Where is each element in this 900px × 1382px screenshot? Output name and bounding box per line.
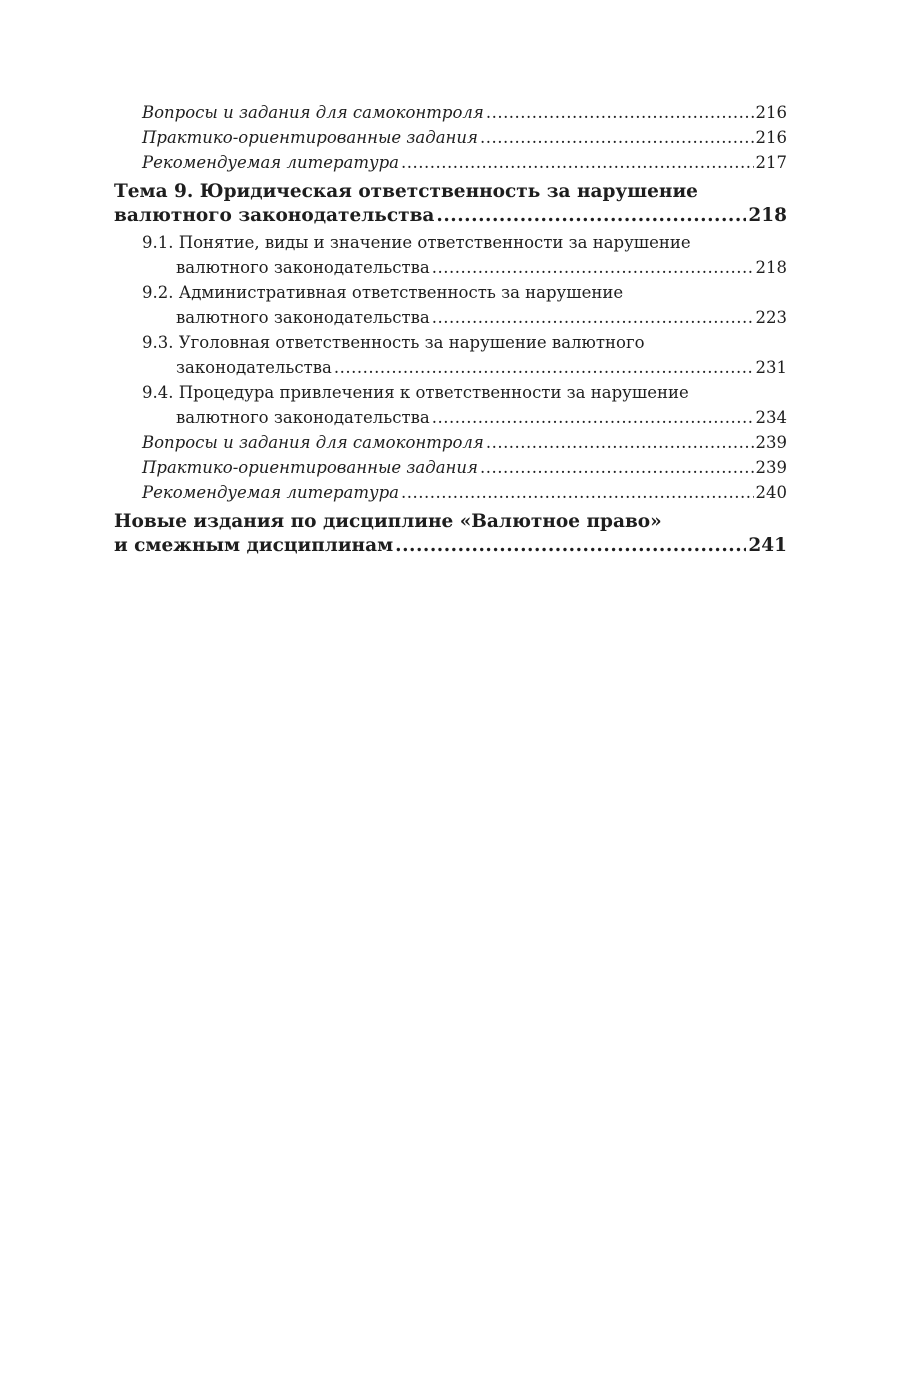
toc-leader-dots bbox=[486, 430, 754, 455]
toc-entry-title: Рекомендуемая литература bbox=[142, 483, 400, 502]
toc-chapter-title-line1: Тема 9. Юридическая ответственность за нарушение bbox=[114, 181, 698, 202]
toc-page-number: 216 bbox=[755, 128, 787, 147]
toc-page-number: 234 bbox=[755, 408, 787, 427]
toc-entry-practical-tasks[interactable] bbox=[114, 125, 787, 150]
toc-page-number: 240 bbox=[755, 483, 787, 502]
toc-page-number: 218 bbox=[755, 258, 787, 277]
toc-section-title-line2: валютного законодательства bbox=[176, 308, 430, 327]
toc-section-title-line2: валютного законодательства bbox=[176, 408, 430, 427]
toc-page-number: 223 bbox=[755, 308, 787, 327]
toc-section-title-line1: 9.4. Процедура привлечения к ответственности за нарушение bbox=[142, 383, 689, 402]
toc-section-9-1[interactable] bbox=[114, 230, 787, 280]
toc-leader-dots bbox=[486, 100, 754, 125]
toc-leader-dots bbox=[401, 150, 753, 175]
toc-leader-dots bbox=[432, 255, 754, 280]
toc-leader-dots bbox=[432, 305, 754, 330]
toc-page-number: 239 bbox=[755, 458, 787, 477]
table-of-contents bbox=[114, 100, 787, 558]
toc-leader-dots bbox=[480, 455, 754, 480]
toc-section-9-2[interactable] bbox=[114, 280, 787, 330]
toc-entry-self-control-questions[interactable] bbox=[114, 430, 787, 455]
toc-page-number: 218 bbox=[748, 205, 787, 226]
toc-section-title-line2: валютного законодательства bbox=[176, 258, 430, 277]
toc-entry-self-control-questions[interactable] bbox=[114, 100, 787, 125]
toc-section-9-4[interactable] bbox=[114, 380, 787, 430]
toc-entry-recommended-literature[interactable] bbox=[114, 480, 787, 505]
toc-entry-title: Практико-ориентированные задания bbox=[142, 458, 478, 477]
toc-leader-dots bbox=[480, 125, 754, 150]
toc-leader-dots bbox=[432, 405, 754, 430]
toc-entry-recommended-literature[interactable] bbox=[114, 150, 787, 175]
toc-new-editions[interactable] bbox=[114, 510, 787, 558]
toc-entry-practical-tasks[interactable] bbox=[114, 455, 787, 480]
toc-entry-title: Рекомендуемая литература bbox=[142, 153, 400, 172]
toc-page-number: 217 bbox=[755, 153, 787, 172]
toc-leader-dots bbox=[395, 534, 746, 558]
toc-entry-title: Вопросы и задания для самоконтроля bbox=[142, 433, 484, 452]
toc-page-number: 241 bbox=[748, 535, 787, 556]
toc-page-number: 231 bbox=[755, 358, 787, 377]
toc-chapter-title-line1: Новые издания по дисциплине «Валютное право» bbox=[114, 511, 662, 532]
toc-leader-dots bbox=[436, 204, 746, 228]
toc-entry-title: Практико-ориентированные задания bbox=[142, 128, 478, 147]
toc-section-9-3[interactable] bbox=[114, 330, 787, 380]
toc-chapter-9[interactable] bbox=[114, 180, 787, 228]
toc-leader-dots bbox=[401, 480, 753, 505]
toc-page-number: 239 bbox=[755, 433, 787, 452]
toc-chapter-title-line2: и смежным дисциплинам bbox=[114, 535, 394, 556]
toc-section-title-line2: законодательства bbox=[176, 358, 332, 377]
toc-chapter-title-line2: валютного законодательства bbox=[114, 205, 435, 226]
toc-leader-dots bbox=[334, 355, 754, 380]
toc-section-title-line1: 9.2. Административная ответственность за нарушение bbox=[142, 283, 624, 302]
toc-entry-title: Вопросы и задания для самоконтроля bbox=[142, 103, 484, 122]
toc-page-number: 216 bbox=[755, 103, 787, 122]
toc-section-title-line1: 9.1. Понятие, виды и значение ответственности за нарушение bbox=[142, 233, 691, 252]
toc-section-title-line1: 9.3. Уголовная ответственность за нарушение валютного bbox=[142, 333, 645, 352]
